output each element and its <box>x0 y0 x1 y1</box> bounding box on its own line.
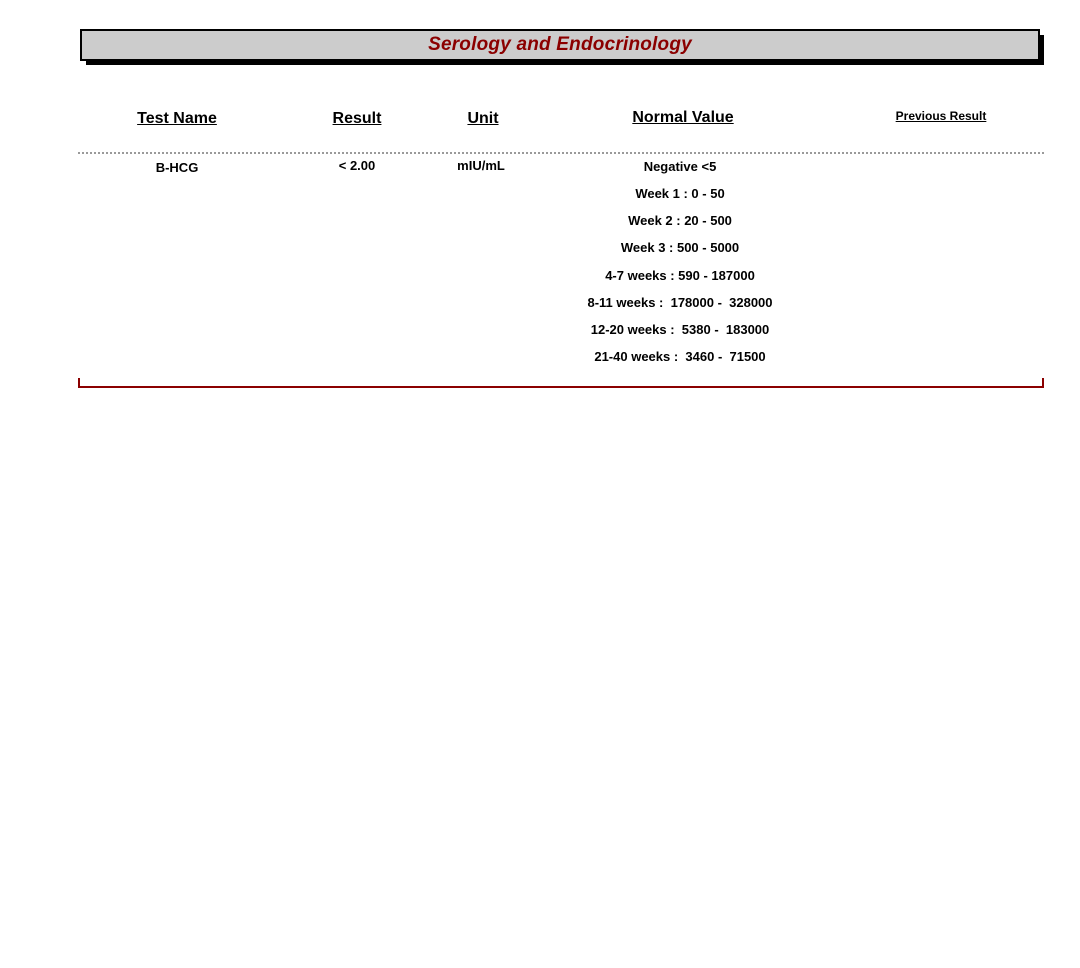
normal-value-line: Week 1 : 0 - 50 <box>635 186 725 201</box>
normal-value-line: Week 3 : 500 - 5000 <box>620 240 740 255</box>
normal-value-line: 4-7 weeks : 590 - 187000 <box>605 268 755 283</box>
test-name-cell: B-HCG <box>155 160 199 175</box>
normal-value-line: 21-40 weeks : 3460 - 71500 <box>594 349 766 364</box>
normal-value-line: 12-20 weeks : 5380 - 183000 <box>590 322 770 337</box>
column-header-test-name: Test Name <box>137 110 217 127</box>
column-header-normal-value: Normal Value <box>632 109 734 126</box>
normal-value-line: Week 2 : 20 - 500 <box>628 213 732 228</box>
unit-cell: mIU/mL <box>457 158 505 173</box>
column-header-unit: Unit <box>467 110 499 127</box>
header-separator <box>78 152 1044 154</box>
section-title: Serology and Endocrinology <box>428 34 692 55</box>
section-header <box>80 29 1040 61</box>
normal-value-line: 8-11 weeks : 178000 - 328000 <box>587 295 773 310</box>
column-header-previous-result: Previous Result <box>895 109 987 123</box>
result-cell: < 2.00 <box>338 158 376 173</box>
normal-value-line: Negative <5 <box>643 159 717 174</box>
column-header-result: Result <box>332 110 382 127</box>
section-bottom-bracket <box>78 378 1044 388</box>
